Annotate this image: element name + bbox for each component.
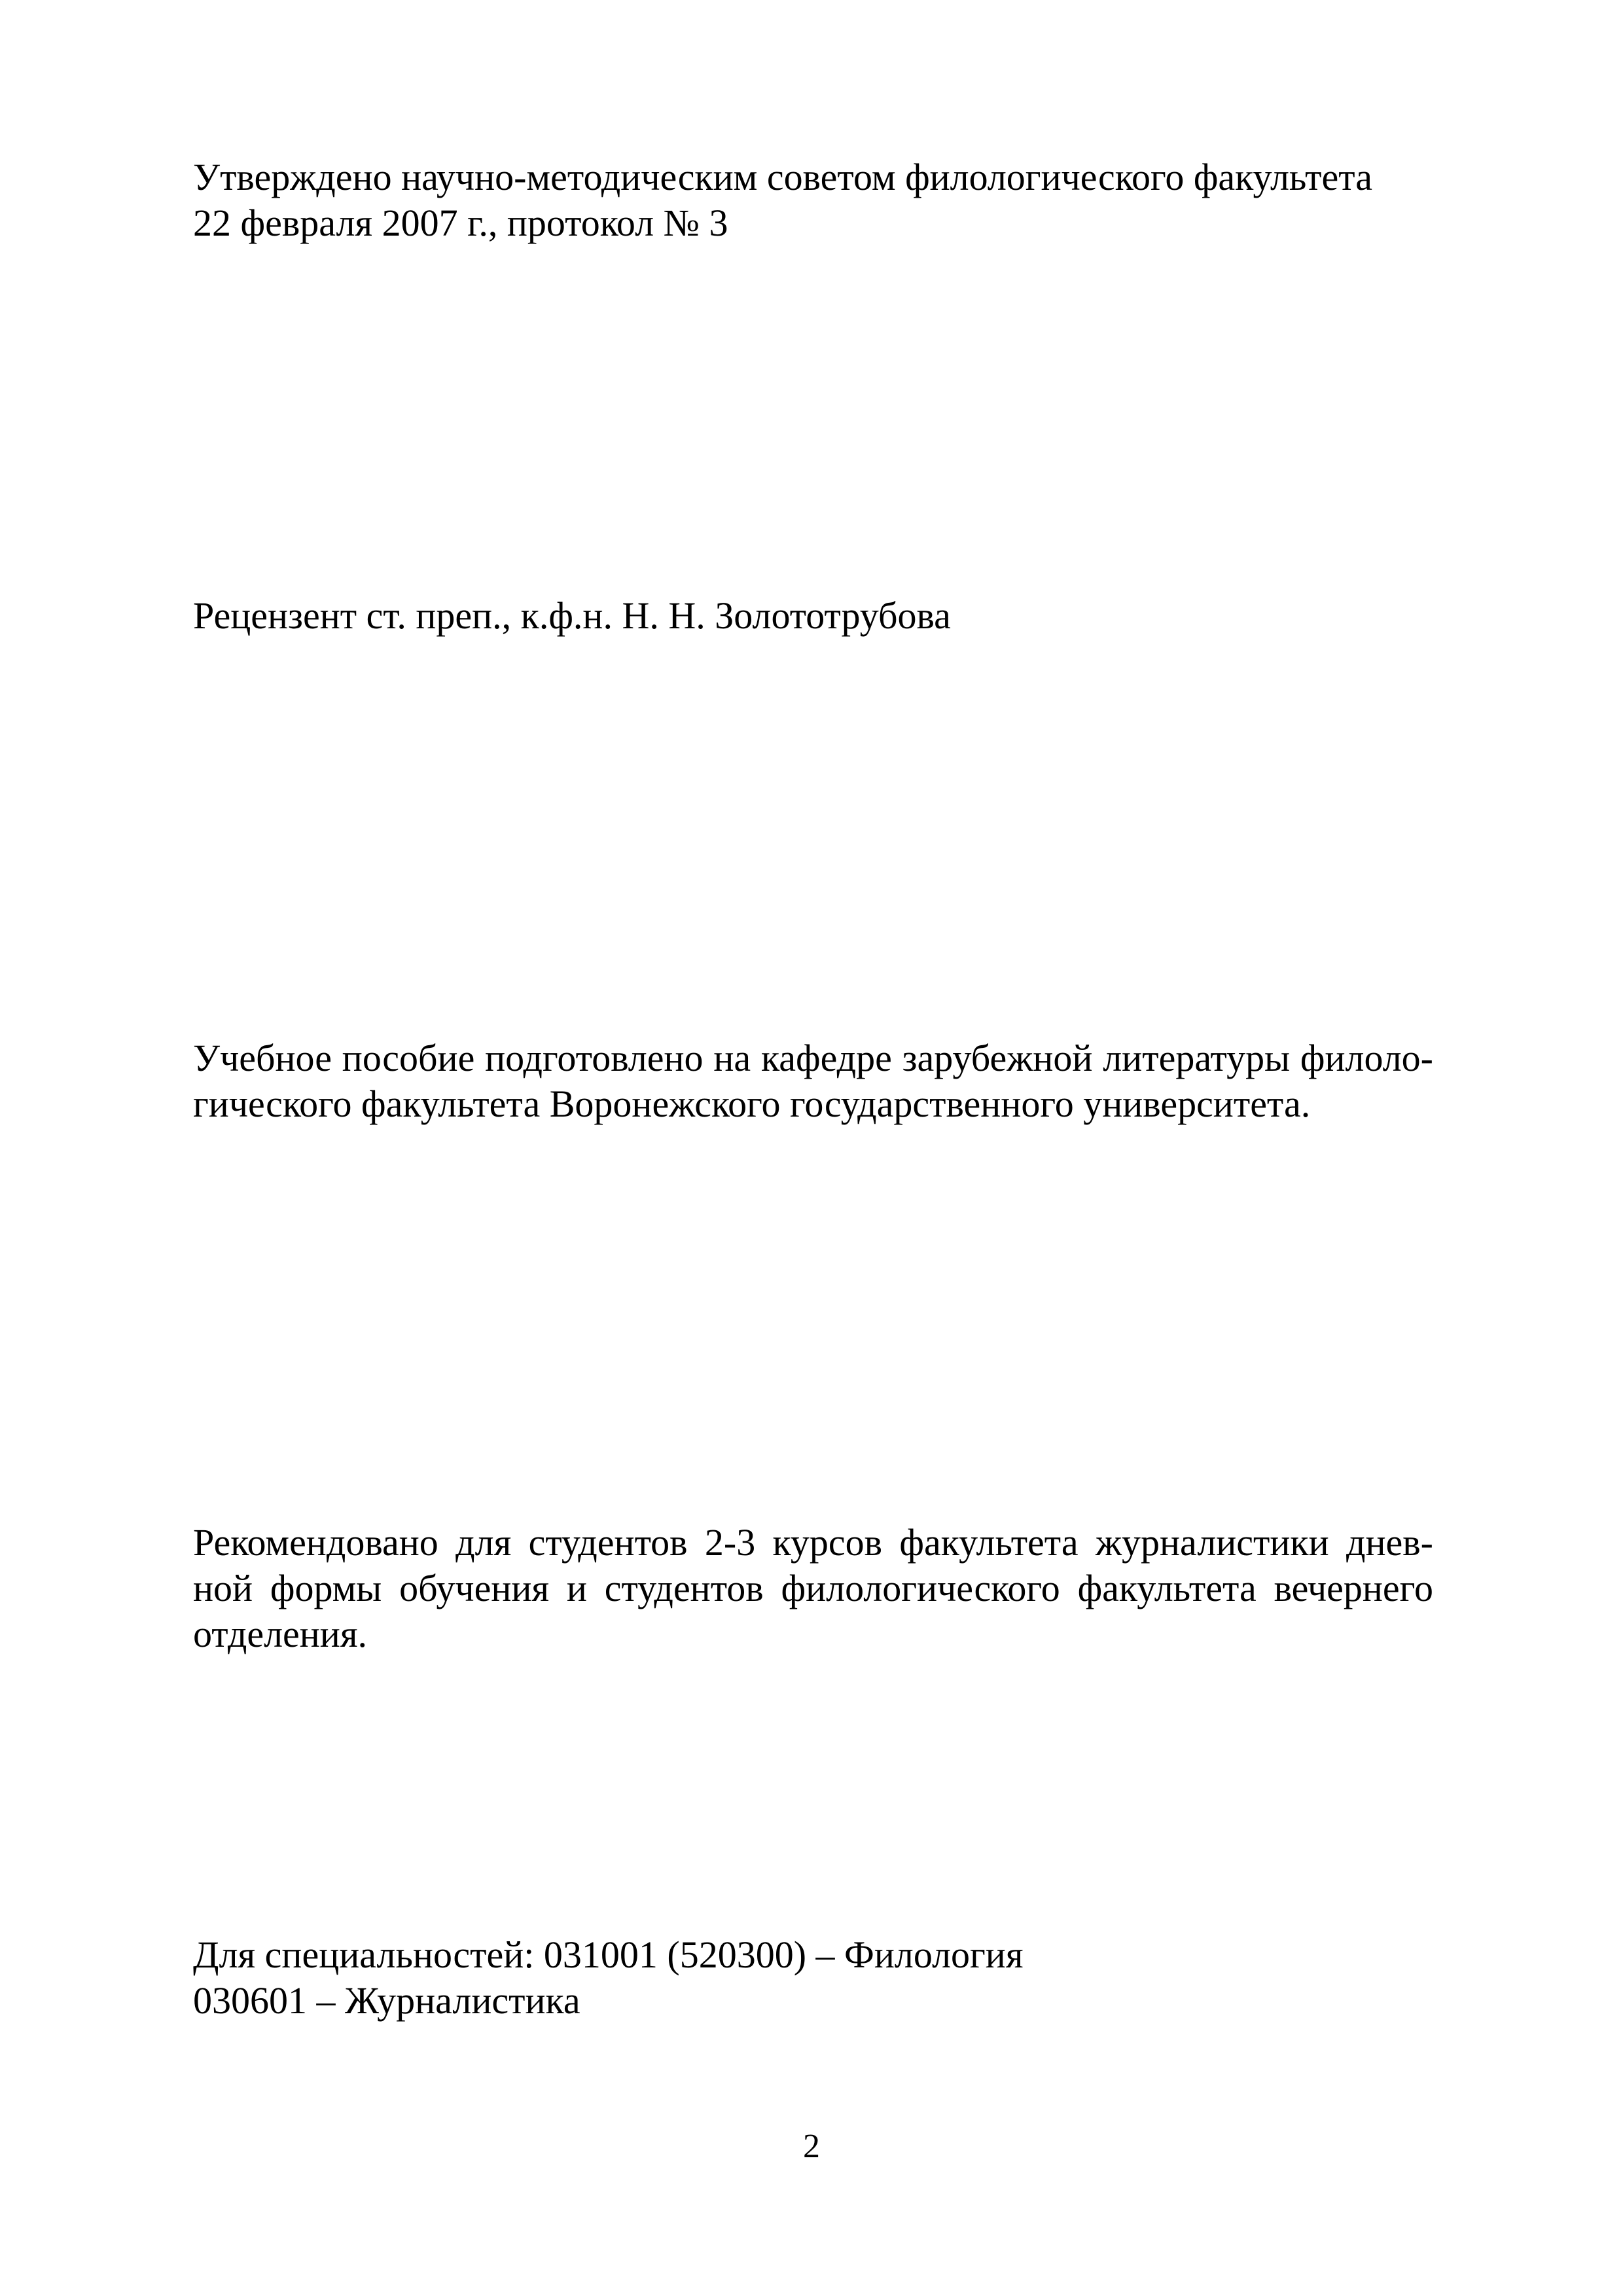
recommended-line-3: отделения.	[193, 1613, 368, 1655]
prepared-line-2: гического факультета Воронежского государственного университета.	[193, 1083, 1311, 1125]
specialties-line-1: Для специальностей: 031001 (520300) – Филология	[193, 1933, 1024, 1976]
specialties-note	[193, 1932, 1433, 2024]
approval-line-1: Утверждено научно-методическим советом филологического факультета	[193, 156, 1373, 198]
recommended-line-1: Рекомендовано для студентов 2-3 курсов факультета журналистики днев-	[193, 1521, 1433, 1564]
approval-line-2: 22 февраля 2007 г., протокол № 3	[193, 202, 728, 244]
reviewer-note	[193, 593, 1433, 639]
page-number: 2	[803, 2128, 820, 2165]
specialties-line-2: 030601 – Журналистика	[193, 1979, 580, 2022]
prepared-line-1: Учебное пособие подготовлено на кафедре зарубежной литературы филоло-	[193, 1037, 1433, 1079]
approval-note	[193, 154, 1433, 246]
recommended-note	[193, 1520, 1433, 1657]
reviewer-text: Рецензент ст. преп., к.ф.н. Н. Н. Золототрубова	[193, 594, 951, 637]
recommended-line-2: ной формы обучения и студентов филологического факультета вечернего	[193, 1567, 1433, 1609]
prepared-note	[193, 1035, 1433, 1127]
